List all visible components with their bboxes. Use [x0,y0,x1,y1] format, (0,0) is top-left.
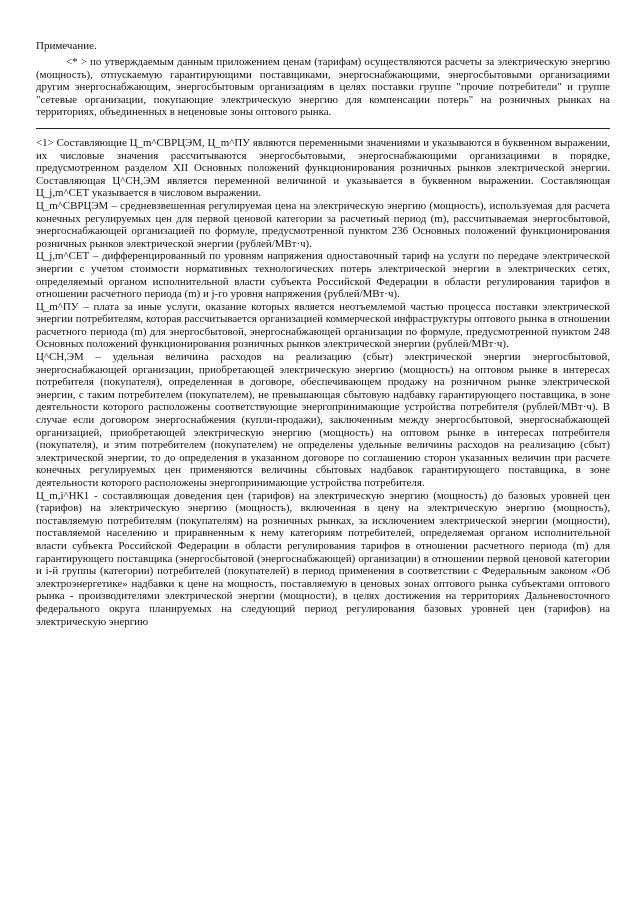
note-heading: Примечание. [36,40,97,52]
definition-set: Ц_j,m^СЕТ – дифференцированный по уровням напряжения одноставочный тариф на услуги по передаче электрической энергии с учетом стоимости нормативных технологических потерь электрической энергии в электрических сетях, определяемый органом исполнительной власти субъекта Российской Федерации в области регулирования тарифов в отношении расчетного периода (m) и j-го уровня напряжения (рублей/МВт·ч). [36,250,610,301]
footnote-divider [36,128,610,129]
footnote-intro: <1> Составляющие Ц_m^СВРЦЭМ, Ц_m^ПУ являются переменными значениями и указываются в буквенном выражении, их числовые значения рассчитываются энергосбытовыми, энергоснабжающими организациями в порядке, предусмотренном разделом XII Основных положений функционирования розничных рынков электрической энергии. Составляющая Ц^СН,ЭМ является переменной величиной и указывается в буквенном выражении. Составляющая Ц_j,m^СЕТ указывается в числовом выражении. [36,136,610,200]
note-text: <* > по утверждаемым данным приложением ценам (тарифам) осуществляются расчеты за электрическую энергию (мощность), отпускаемую гарантирующими поставщиками, энергоснабжающими, энергосбытовыми организациями другим энергоснабжающим, энергосбытовым организациям в целях поставки группе "прочие потребители" и группе "сетевые организации, покупающие электрическую энергию для компенсации потерь" на розничных рынках на территориях, объединенных в неценовые зоны оптового рынка. [36,56,610,119]
definition-sn: Ц^СН,ЭМ – удельная величина расходов на реализацию (сбыт) электрической энергии энергосбытовой, энергоснабжающей организации, приобретающей электрическую энергию (мощность) на оптовом рынке в интересах потребителя (покупателя), определенная в договоре, обеспечивающем продажу на розничном рынке электрической энергии, с таким потребителем (покупателем), не превышающая сбытовую надбавку гарантирующего поставщика, в зоне деятельности которого расположены соответствующие энергопринимающие устройства потребителя (рублей/МВт·ч). В случае если договором энергоснабжения (купли-продажи), заключенным между энергосбытовой, энергоснабжающей организацией, приобретающей электрическую энергию (мощность) на оптовом рынке в интересах потребителя (покупателя), и этим потребителем (покупателем) не определены удельные величины расходов на реализацию (сбыт) электрической энергии, то до определения в указанном договоре по соглашению сторон указанных величин при расчете конечных регулируемых цен применяются величины сбытовых надбавок гарантирующего поставщика, в зоне деятельности которого расположены энергопринимающие устройства потребителя. [36,351,610,489]
definition-uk: Ц_m,i^НК1 - составляющая доведения цен (тарифов) на электрическую энергию (мощность) до базовых уровней цен (тарифов) на электрическую энергию (мощность), включенная в цену на электрическую энергию (мощность), поставляемую потребителям (покупателям) на розничных рынках, за исключением электрической энергии (мощности), поставляемой населению и приравненным к нему категориям потребителей, определяемая органом исполнительной власти субъекта Российской Федерации в области регулирования тарифов в отношении расчетного периода (m) для гарантирующего поставщика (энергосбытовой (энергоснабжающей) организации) в отношении первой ценовой категории и i-й группы (категории) потребителей (покупателей) в период применения в соответствии с Федеральным законом «Об электроэнергетике» надбавки к цене на мощность, поставляемую в ценовых зонах оптового рынка субъектами оптового рынка - производителями электрической энергии (мощности), в целях достижения на территориях Дальневосточного федерального округа планируемых на следующий период регулирования базовых уровней цен (тарифов) на электрическую энергию [36,489,610,628]
definition-pu: Ц_m^ПУ – плата за иные услуги, оказание которых является неотъемлемой частью процесса поставки электрической энергии потребителям, которая рассчитывается организацией коммерческой инфраструктуры оптового рынка в отношении расчетного периода (m) для энергосбытовой, энергоснабжающей организации по формуле, предусмотренной пунктом 248 Основных положений функционирования розничных рынков электрической энергии (рублей/МВт·ч). [36,300,610,351]
definition-svrcem: Ц_m^СВРЦЭМ – средневзвешенная регулируемая цена на электрическую энергию (мощность), используемая для расчета конечных регулируемых цен для первой ценовой категории за расчетный период (m), рассчитываемая энергосбытовой, энергоснабжающей организацией по формуле, предусмотренной пунктом 236 Основных положений функционирования розничных рынков электрической энергии (рублей/МВт·ч). [36,199,610,250]
